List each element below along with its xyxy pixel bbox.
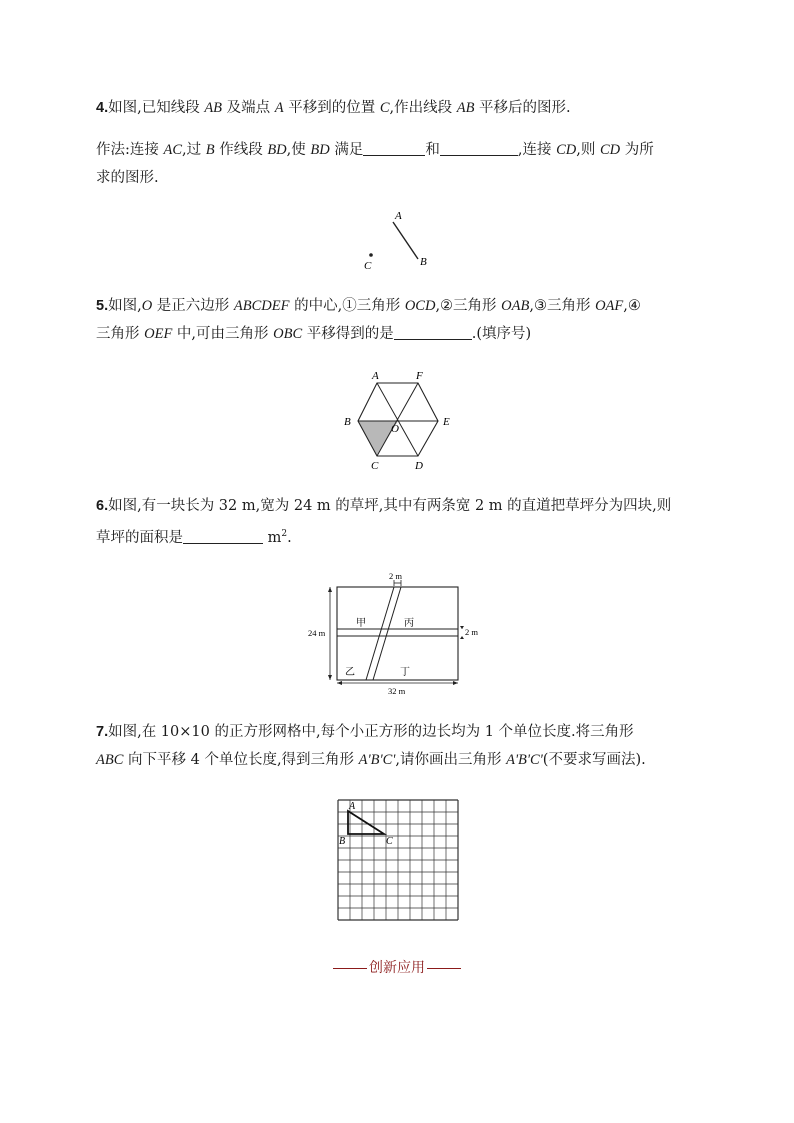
answer-blank-2[interactable]: [440, 137, 518, 156]
label-c: C: [371, 460, 379, 472]
question-6: [96, 492, 706, 552]
q4-line-1: 4.如图,已知线段 AB 及端点 A 平移到的位置 C,作出线段 AB 平移后的图形.: [96, 100, 571, 116]
label-b: B: [344, 416, 351, 428]
label-a: A: [395, 210, 402, 222]
point-c: [369, 253, 373, 257]
slanted-path-right: [373, 587, 401, 680]
answer-blank[interactable]: [394, 321, 472, 340]
dim-bottom: 32 m: [388, 686, 406, 696]
dim-left: 24 m: [308, 628, 326, 638]
question-number: 6.: [96, 498, 109, 514]
section-title: 创新应用: [369, 960, 425, 976]
answer-blank[interactable]: [183, 525, 263, 544]
question-7: [96, 718, 706, 774]
label-a: A: [349, 801, 356, 812]
q6-line-1: 6.如图,有一块长为 32 m,宽为 24 m 的草坪,其中有两条宽 2 m 的直道把草坪分为四块,则: [96, 498, 672, 514]
rule-right: [427, 968, 461, 969]
answer-blank-1[interactable]: [363, 137, 425, 156]
q7-grid-figure: [336, 798, 460, 922]
label-f: F: [416, 370, 423, 382]
label-e: E: [443, 416, 450, 428]
dim-right: 2 m: [465, 627, 478, 637]
q5-hexagon-figure: [338, 366, 458, 474]
rule-left: [333, 968, 367, 969]
slanted-path-left: [366, 587, 394, 680]
label-b: B: [339, 836, 346, 847]
region-yi: 乙: [345, 667, 355, 678]
label-b: B: [420, 256, 427, 268]
dim-top: 2 m: [389, 571, 402, 581]
q5-line-2: 三角形 OEF 中,可由三角形 OBC 平移得到的是 .(填序号): [96, 320, 706, 348]
region-jia: 甲: [356, 618, 366, 629]
label-a: A: [372, 370, 379, 382]
q5-line-1: 5.如图,O 是正六边形 ABCDEF 的中心,①三角形 OCD,②三角形 OAB,③三角形 OAF,④: [96, 298, 641, 314]
question-number: 7.: [96, 724, 109, 740]
region-bing: 丙: [404, 618, 414, 629]
q6-lawn-figure: [305, 570, 495, 698]
q7-line-1: 7.如图,在 10×10 的正方形网格中,每个小正方形的边长均为 1 个单位长度.将三角形: [96, 724, 634, 740]
segment-ab: [393, 222, 418, 259]
label-c: C: [364, 260, 372, 272]
triangle-abc: [348, 811, 384, 834]
question-5: [96, 292, 706, 348]
section-footer: [0, 957, 794, 977]
q4-line-3: 求的图形.: [96, 170, 159, 186]
question-4: [96, 94, 706, 192]
q4-line-2: 作法:连接 AC,过 B 作线段 BD,使 BD 满足 和 ,连接 CD,则 CD 为所: [96, 136, 706, 164]
q4-figure: [355, 205, 445, 275]
q7-line-2: ABC 向下平移 4 个单位长度,得到三角形 A'B'C',请你画出三角形 A'B'C'(不要求写画法).: [96, 752, 646, 768]
question-number: 4.: [96, 100, 109, 116]
label-d: D: [415, 460, 423, 472]
question-number: 5.: [96, 298, 109, 314]
q6-line-2: 草坪的面积是 $m^2$.: [96, 520, 706, 552]
label-c: C: [386, 836, 393, 847]
label-o: O: [391, 423, 399, 435]
grid-lines: [338, 800, 458, 920]
lawn-rect: [337, 587, 458, 680]
region-ding: 丁: [400, 667, 410, 678]
